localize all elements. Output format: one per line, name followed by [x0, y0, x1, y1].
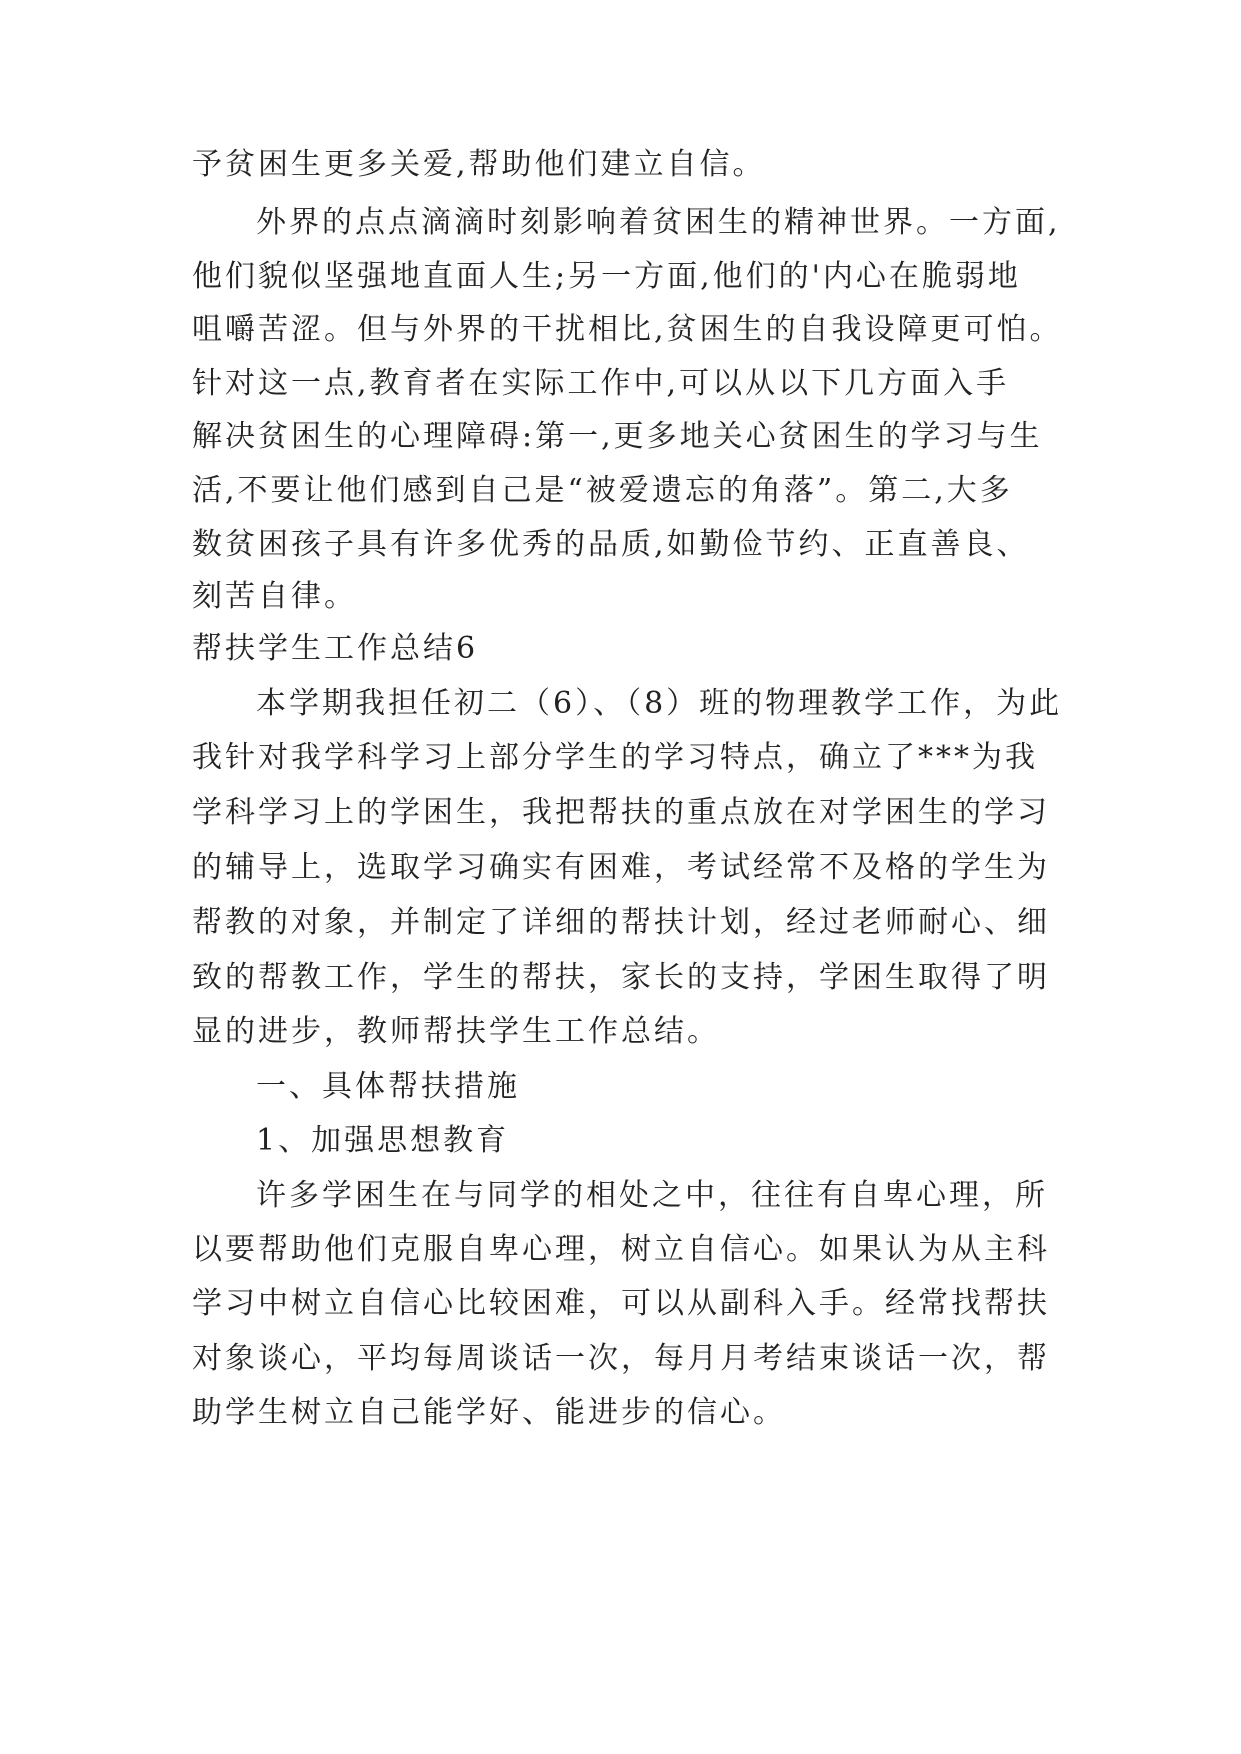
text-line: 他们貌似坚强地直面人生;另一方面,他们的'内心在脆弱地 — [192, 259, 1021, 294]
section-title: 帮扶学生工作总结6 — [192, 631, 479, 666]
text-line: 解决贫困生的心理障碍:第一,更多地关心贫困生的学习与生 — [192, 419, 1043, 454]
text-line: 对象谈心，平均每周谈话一次，每月月考结束谈话一次，帮 — [192, 1341, 1050, 1376]
text-line: 学科学习上的学困生，我把帮扶的重点放在对学困生的学习 — [192, 795, 1050, 830]
subheading: 1、加强思想教育 — [256, 1123, 510, 1158]
text-line: 我针对我学科学习上部分学生的学习特点，确立了***为我 — [192, 740, 1038, 775]
text-line: 助学生树立自己能学好、能进步的信心。 — [192, 1395, 786, 1430]
text-line: 数贫困孩子具有许多优秀的品质,如勤俭节约、正直善良、 — [192, 527, 1030, 562]
subheading: 一、具体帮扶措施 — [256, 1069, 520, 1104]
text-line: 针对这一点,教育者在实际工作中,可以从以下几方面入手 — [192, 366, 1010, 401]
text-line: 的辅导上，选取学习确实有困难，考试经常不及格的学生为 — [192, 850, 1050, 885]
paragraph-line: 许多学困生在与同学的相处之中，往往有自卑心理，所 — [256, 1178, 1048, 1213]
text-line: 帮教的对象，并制定了详细的帮扶计划，经过老师耐心、细 — [192, 905, 1050, 940]
text-line: 致的帮教工作，学生的帮扶，家长的支持，学困生取得了明 — [192, 960, 1050, 995]
text-line: 学习中树立自信心比较困难，可以从副科入手。经常找帮扶 — [192, 1286, 1050, 1321]
text-line: 予贫困生更多关爱,帮助他们建立自信。 — [192, 147, 766, 182]
paragraph-line: 外界的点点滴滴时刻影响着贫困生的精神世界。一方面, — [256, 205, 1061, 240]
text-line: 刻苦自律。 — [192, 579, 357, 614]
text-line: 活,不要让他们感到自己是“被爱遗忘的角落”。第二,大多 — [192, 473, 1013, 508]
paragraph-line: 本学期我担任初二（6）、（8）班的物理教学工作，为此 — [256, 686, 1063, 721]
text-line: 以要帮助他们克服自卑心理，树立自信心。如果认为从主科 — [192, 1232, 1050, 1267]
text-line: 显的进步，教师帮扶学生工作总结。 — [192, 1014, 720, 1049]
text-line: 咀嚼苦涩。但与外界的干扰相比,贫困生的自我设障更可怕。 — [192, 312, 1063, 347]
